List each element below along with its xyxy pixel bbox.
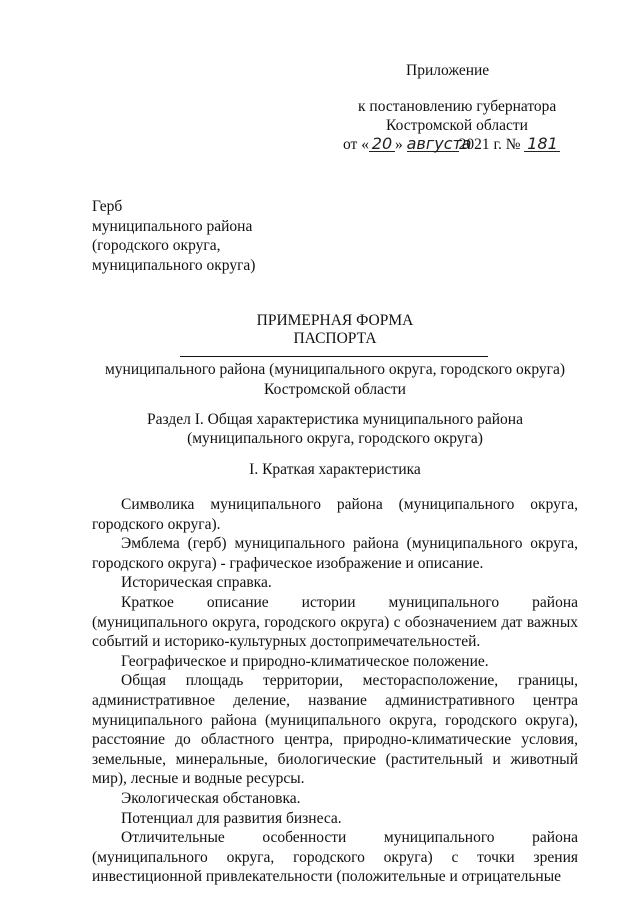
year-text: 2021 г. № [458, 136, 521, 153]
form-subtitle: ПАСПОРТА [293, 330, 377, 347]
subsection-heading: I. Краткая характеристика [249, 461, 421, 478]
paragraph: Историческая справка. [121, 574, 272, 592]
paragraph: Общая площадь территории, месторасположение, границы, административное деление, название административного центра муниципального района (муниципального округа, городского округа), расстояние до областного центра, природно-климатические условия, земельные, минеральные, биологические (растительный и животный мир), лесные и водные ресурсы. [92, 672, 578, 788]
blank-fill-line [180, 356, 488, 357]
section-heading: Раздел I. Общая характеристика муниципального района [147, 411, 523, 428]
section-heading-continued: (муниципального округа, городского округа) [187, 430, 483, 447]
coat-line: муниципального района [92, 217, 253, 235]
paragraph: Эмблема (герб) муниципального района (муниципального округа, городского округа) - графическое изображение и описание. [92, 535, 578, 572]
handwritten-number: 181 [524, 136, 560, 152]
appendix-title: Приложение [406, 62, 490, 79]
coat-line: (городского округа, [92, 237, 221, 254]
coat-of-arms-label [92, 197, 292, 275]
appendix-resolution-line: к постановлению губернатора [358, 98, 557, 115]
paragraph: Отличительные особенности муниципального района (муниципального округа, городского округа) с точки зрения инвестиционной привлекательности (положительные и отрицательные [92, 829, 578, 886]
paragraph: Краткое описание истории муниципального района (муниципального округа, городского округа) с обозначением дат важных событий и историко-культурных достопримечательностей. [92, 593, 578, 651]
date-prefix: от « [343, 136, 369, 153]
appendix-region-line: Костромской области [386, 117, 528, 134]
coat-line: Герб [92, 198, 123, 215]
paragraph: Географическое и природно-климатическое положение. [121, 652, 489, 670]
paragraph: Экологическая обстановка. [121, 789, 301, 807]
district-caption: муниципального района (муниципального округа, городского округа) [104, 361, 566, 378]
date-mid: » [394, 136, 403, 153]
handwritten-day: 20 [369, 136, 395, 152]
body-text [92, 495, 578, 887]
paragraph: Символика муниципального района (муниципального округа, городского округа). [92, 496, 578, 533]
paragraph: Потенциал для развития бизнеса. [121, 809, 342, 827]
form-title: ПРИМЕРНАЯ ФОРМА [256, 312, 414, 329]
appendix-date-line [343, 136, 560, 154]
handwritten-month: августа [406, 134, 472, 153]
region-caption: Костромской области [264, 381, 406, 398]
coat-line: муниципального округа) [92, 256, 256, 274]
